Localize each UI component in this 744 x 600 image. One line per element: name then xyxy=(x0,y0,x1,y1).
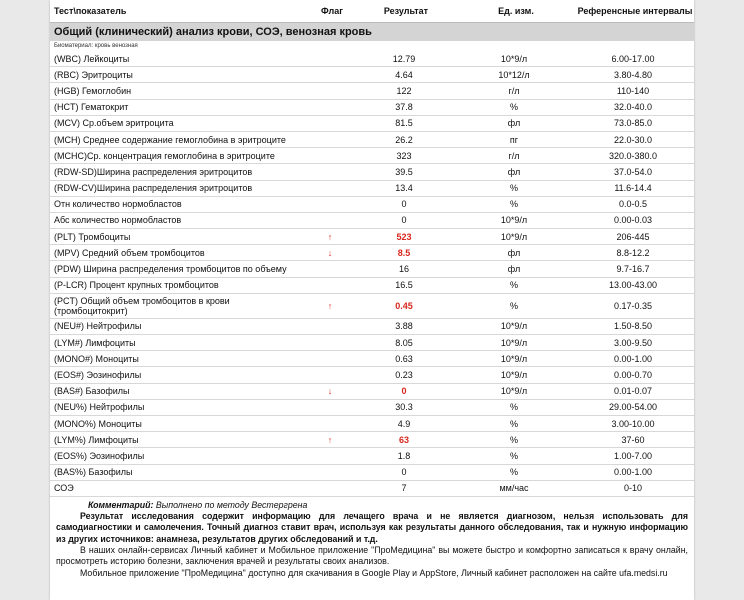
unit-value: мм/час xyxy=(456,480,572,496)
table-row xyxy=(50,229,694,245)
result-value: 0 xyxy=(352,196,456,212)
flag-cell xyxy=(308,180,352,196)
reference-range: 8.8-12.2 xyxy=(572,245,694,261)
table-row xyxy=(50,383,694,399)
table-row xyxy=(50,415,694,431)
flag-cell xyxy=(308,99,352,115)
result-value: 8.5 xyxy=(352,245,456,261)
reference-range: 110-140 xyxy=(572,83,694,99)
result-value: 0 xyxy=(352,212,456,228)
test-name: (PLT) Тромбоциты xyxy=(50,229,308,245)
results-table xyxy=(50,0,694,497)
unit-value: фл xyxy=(456,164,572,180)
result-value: 16 xyxy=(352,261,456,277)
reference-range: 6.00-17.00 xyxy=(572,51,694,67)
col-flag-header: Флаг xyxy=(308,0,352,23)
test-name: (MONO%) Моноциты xyxy=(50,415,308,431)
online-services-paragraph: В наших онлайн-сервисах Личный кабинет и Мобильное приложение "ПроМедицина" вы можете быстро и комфортно записаться к врачу онлайн, просмотреть историю болезни, заключения врачей и результаты своих анализов. xyxy=(56,545,688,567)
unit-value: 10*9/л xyxy=(456,318,572,334)
reference-range: 37.0-54.0 xyxy=(572,164,694,180)
test-name: (MCV) Ср.объем эритроцита xyxy=(50,115,308,131)
result-value: 0.23 xyxy=(352,367,456,383)
unit-value: 10*12/л xyxy=(456,67,572,83)
reference-range: 3.80-4.80 xyxy=(572,67,694,83)
test-name-line1: (PCT) Общий объем тромбоцитов в крови xyxy=(54,295,230,306)
reference-range: 1.50-8.50 xyxy=(572,318,694,334)
test-name: (MONO#) Моноциты xyxy=(50,351,308,367)
test-name: (PDW) Ширина распределения тромбоцитов по объему xyxy=(50,261,308,277)
test-name: (WBC) Лейкоциты xyxy=(50,51,308,67)
table-row xyxy=(50,261,694,277)
unit-value: 10*9/л xyxy=(456,351,572,367)
right-margin xyxy=(694,0,744,600)
table-row xyxy=(50,277,694,293)
unit-value: 10*9/л xyxy=(456,229,572,245)
table-row xyxy=(50,99,694,115)
unit-value: % xyxy=(456,293,572,318)
lab-report-page xyxy=(50,0,694,600)
table-row xyxy=(50,196,694,212)
flag-cell xyxy=(308,464,352,480)
flag-cell xyxy=(308,351,352,367)
result-value: 122 xyxy=(352,83,456,99)
reference-range: 0.00-0.70 xyxy=(572,367,694,383)
test-name: (NEU#) Нейтрофилы xyxy=(50,318,308,334)
test-name xyxy=(50,293,308,318)
reference-range: 32.0-40.0 xyxy=(572,99,694,115)
table-row xyxy=(50,212,694,228)
result-value: 37.8 xyxy=(352,99,456,115)
unit-value: 10*9/л xyxy=(456,51,572,67)
reference-range: 37-60 xyxy=(572,432,694,448)
table-row xyxy=(50,399,694,415)
test-name: (EOS%) Эозинофилы xyxy=(50,448,308,464)
result-value: 81.5 xyxy=(352,115,456,131)
test-name: (MCHC)Ср. концентрация гемоглобина в эритроците xyxy=(50,148,308,164)
biomaterial-row xyxy=(50,41,694,51)
test-name-line2: (тромбоцитокрит) xyxy=(54,305,128,316)
result-value: 7 xyxy=(352,480,456,496)
comment-block xyxy=(50,497,694,579)
test-name: (BAS%) Базофилы xyxy=(50,464,308,480)
flag-cell: ↓ xyxy=(308,245,352,261)
table-row xyxy=(50,148,694,164)
left-margin xyxy=(0,0,50,600)
unit-value: г/л xyxy=(456,83,572,99)
test-name: Отн количество нормобластов xyxy=(50,196,308,212)
unit-value: г/л xyxy=(456,148,572,164)
flag-cell xyxy=(308,367,352,383)
test-name: (RDW-SD)Ширина распределения эритроцитов xyxy=(50,164,308,180)
flag-cell xyxy=(308,131,352,147)
table-row xyxy=(50,180,694,196)
result-value: 4.64 xyxy=(352,67,456,83)
unit-value: % xyxy=(456,432,572,448)
result-value: 16.5 xyxy=(352,277,456,293)
result-value: 3.88 xyxy=(352,318,456,334)
reference-range: 0.01-0.07 xyxy=(572,383,694,399)
flag-cell xyxy=(308,277,352,293)
col-unit-header: Ед. изм. xyxy=(456,0,572,23)
flag-cell xyxy=(308,196,352,212)
reference-range: 0.0-0.5 xyxy=(572,196,694,212)
test-name: СОЭ xyxy=(50,480,308,496)
flag-cell xyxy=(308,480,352,496)
flag-cell: ↑ xyxy=(308,432,352,448)
unit-value: фл xyxy=(456,115,572,131)
flag-cell xyxy=(308,261,352,277)
unit-value: фл xyxy=(456,245,572,261)
unit-value: % xyxy=(456,99,572,115)
section-title: Общий (клинический) анализ крови, СОЭ, венозная кровь xyxy=(50,23,694,42)
flag-cell xyxy=(308,67,352,83)
test-name: Абс количество нормобластов xyxy=(50,212,308,228)
table-row xyxy=(50,67,694,83)
flag-cell xyxy=(308,212,352,228)
result-value: 8.05 xyxy=(352,335,456,351)
flag-cell xyxy=(308,415,352,431)
flag-cell xyxy=(308,51,352,67)
reference-range: 29.00-54.00 xyxy=(572,399,694,415)
result-value: 26.2 xyxy=(352,131,456,147)
table-row xyxy=(50,367,694,383)
reference-range: 0.00-1.00 xyxy=(572,464,694,480)
test-name: (EOS#) Эозинофилы xyxy=(50,367,308,383)
reference-range: 0.00-1.00 xyxy=(572,351,694,367)
test-name: (RDW-CV)Ширина распределения эритроцитов xyxy=(50,180,308,196)
result-value: 39.5 xyxy=(352,164,456,180)
reference-range: 3.00-9.50 xyxy=(572,335,694,351)
table-row xyxy=(50,351,694,367)
col-ref-header: Референсные интервалы xyxy=(572,0,694,23)
table-row xyxy=(50,335,694,351)
flag-cell xyxy=(308,148,352,164)
flag-cell xyxy=(308,399,352,415)
reference-range: 0.17-0.35 xyxy=(572,293,694,318)
table-row xyxy=(50,83,694,99)
reference-range: 13.00-43.00 xyxy=(572,277,694,293)
test-name: (P-LCR) Процент крупных тромбоцитов xyxy=(50,277,308,293)
unit-value: 10*9/л xyxy=(456,383,572,399)
table-row xyxy=(50,51,694,67)
test-name: (MPV) Средний объем тромбоцитов xyxy=(50,245,308,261)
test-name: (LYM%) Лимфоциты xyxy=(50,432,308,448)
result-value: 63 xyxy=(352,432,456,448)
table-row xyxy=(50,318,694,334)
unit-value: 10*9/л xyxy=(456,367,572,383)
unit-value: 10*9/л xyxy=(456,335,572,351)
table-row xyxy=(50,164,694,180)
reference-range: 0-10 xyxy=(572,480,694,496)
flag-cell xyxy=(308,448,352,464)
result-value: 0 xyxy=(352,464,456,480)
table-row xyxy=(50,245,694,261)
flag-cell xyxy=(308,115,352,131)
test-name: (HCT) Гематокрит xyxy=(50,99,308,115)
col-result-header: Результат xyxy=(352,0,456,23)
reference-range: 73.0-85.0 xyxy=(572,115,694,131)
result-value: 30.3 xyxy=(352,399,456,415)
reference-range: 9.7-16.7 xyxy=(572,261,694,277)
unit-value: % xyxy=(456,277,572,293)
reference-range: 22.0-30.0 xyxy=(572,131,694,147)
unit-value: % xyxy=(456,196,572,212)
biomaterial-label: Биоматериал: кровь венозная xyxy=(54,43,138,49)
reference-range: 0.00-0.03 xyxy=(572,212,694,228)
unit-value: % xyxy=(456,448,572,464)
flag-cell: ↑ xyxy=(308,293,352,318)
table-header xyxy=(50,0,694,23)
table-row xyxy=(50,480,694,496)
test-name: (LYM#) Лимфоциты xyxy=(50,335,308,351)
unit-value: % xyxy=(456,415,572,431)
table-row xyxy=(50,448,694,464)
test-name: (MCH) Среднее содержание гемоглобина в эритроците xyxy=(50,131,308,147)
test-name: (HGB) Гемоглобин xyxy=(50,83,308,99)
table-row xyxy=(50,432,694,448)
section-header xyxy=(50,23,694,42)
test-name: (RBC) Эритроциты xyxy=(50,67,308,83)
result-value: 0.45 xyxy=(352,293,456,318)
table-row xyxy=(50,115,694,131)
flag-cell xyxy=(308,335,352,351)
unit-value: % xyxy=(456,464,572,480)
table-row xyxy=(50,293,694,318)
flag-cell xyxy=(308,164,352,180)
flag-cell: ↓ xyxy=(308,383,352,399)
reference-range: 1.00-7.00 xyxy=(572,448,694,464)
test-name: (NEU%) Нейтрофилы xyxy=(50,399,308,415)
result-value: 0 xyxy=(352,383,456,399)
comment-value: Выполнено по методу Вестергрена xyxy=(155,499,308,510)
result-value: 12.79 xyxy=(352,51,456,67)
test-name: (BAS#) Базофилы xyxy=(50,383,308,399)
unit-value: 10*9/л xyxy=(456,212,572,228)
result-value: 4.9 xyxy=(352,415,456,431)
result-value: 523 xyxy=(352,229,456,245)
result-value: 13.4 xyxy=(352,180,456,196)
unit-value: % xyxy=(456,180,572,196)
table-row xyxy=(50,131,694,147)
mobile-app-paragraph: Мобильное приложение "ПроМедицина" доступно для скачивания в Google Play и AppStore, Личный кабинет расположен на сайте ufa.medsi.ru xyxy=(80,567,668,578)
result-value: 0.63 xyxy=(352,351,456,367)
unit-value: пг xyxy=(456,131,572,147)
reference-range: 206-445 xyxy=(572,229,694,245)
comment-label: Комментарий: xyxy=(88,499,154,510)
result-value: 1.8 xyxy=(352,448,456,464)
flag-cell: ↑ xyxy=(308,229,352,245)
disclaimer-paragraph: Результат исследования содержит информацию для лечащего врача и не является диагнозом, нельзя использовать для самодиагностики и самолечения. Точный диагноз ставит врач, используя как результаты данного обследования, так и нужную информацию из других источников: анамнеза, результатов других обследований и т.д. xyxy=(56,511,688,544)
col-test-header: Тест\показатель xyxy=(50,0,308,23)
table-row xyxy=(50,464,694,480)
unit-value: фл xyxy=(456,261,572,277)
reference-range: 3.00-10.00 xyxy=(572,415,694,431)
reference-range: 11.6-14.4 xyxy=(572,180,694,196)
reference-range: 320.0-380.0 xyxy=(572,148,694,164)
flag-cell xyxy=(308,83,352,99)
unit-value: % xyxy=(456,399,572,415)
flag-cell xyxy=(308,318,352,334)
result-value: 323 xyxy=(352,148,456,164)
